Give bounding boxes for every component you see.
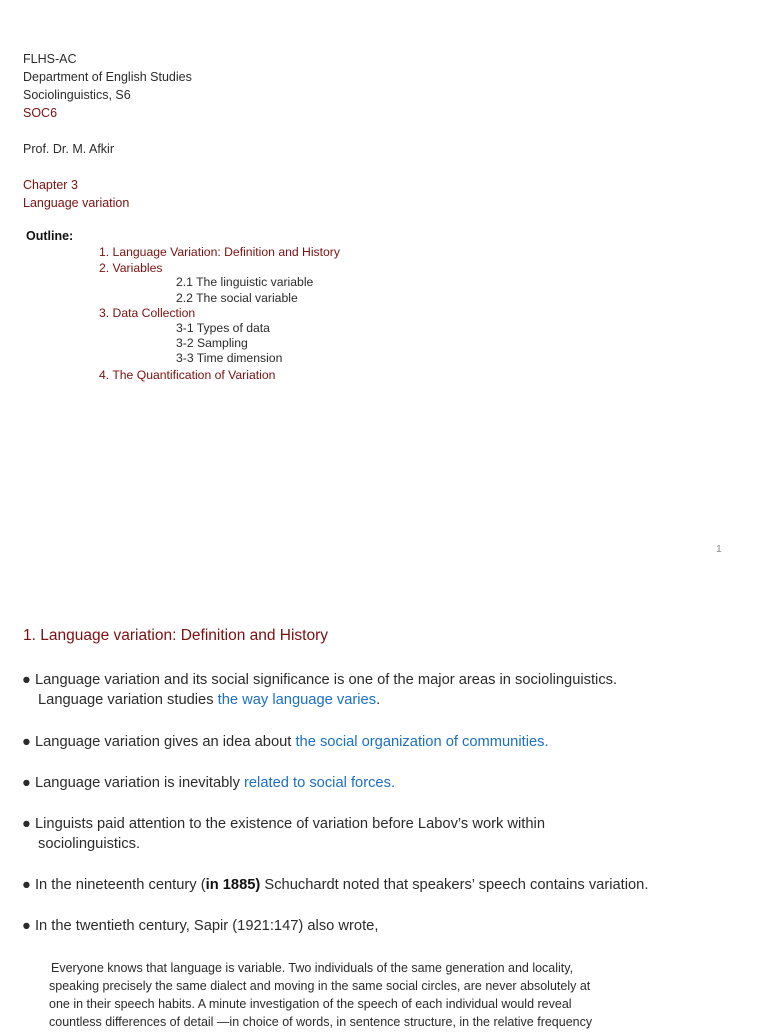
outline-item-3-1: 3-1 Types of data <box>176 321 270 335</box>
bullet-4-line-2: sociolinguistics. <box>38 836 141 852</box>
slide-page-2 <box>0 580 768 1029</box>
quote-line-3: one in their speech habits. A minute investigation of the speech of each individual would reveal <box>49 997 572 1011</box>
header-institution: FLHS-AC <box>23 52 77 66</box>
bullet-dot: ● <box>22 877 31 893</box>
bullet-5 <box>22 875 648 895</box>
chapter-number: Chapter 3 <box>23 178 78 192</box>
bullet-6-text: In the twentieth century, Sapir (1921:147) also wrote, <box>34 918 379 934</box>
bullet-1-line-1: Language variation and its social significance is one of the major areas in sociolinguistics. <box>34 672 618 688</box>
bullet-2-text: Language variation gives an idea about <box>34 734 296 750</box>
bullet-dot: ● <box>22 672 31 688</box>
highlight-social-organization: the social organization of communities. <box>295 734 549 750</box>
outline-item-2-1: 2.1 The linguistic variable <box>176 275 314 289</box>
page-number: 1 <box>716 543 722 555</box>
outline-item-2-2: 2.2 The social variable <box>176 291 298 305</box>
chapter-title: Language variation <box>23 196 130 210</box>
bullet-5-rest: Schuchardt noted that speakers’ speech contains variation. <box>260 877 649 893</box>
bullet-dot: ● <box>22 816 31 832</box>
bullet-3-text: Language variation is inevitably <box>34 775 244 791</box>
header-department: Department of English Studies <box>23 70 192 84</box>
outline-item-1: 1. Language Variation: Definition and History <box>99 245 340 259</box>
bullet-dot: ● <box>22 918 31 934</box>
bullet-1-line-2 <box>38 690 380 710</box>
quote-line-4: countless differences of detail —in choice of words, in sentence structure, in the relative frequency <box>49 1015 593 1029</box>
quote-line-2: speaking precisely the same dialect and moving in the same social circles, are never absolutely at <box>49 979 591 993</box>
outline-item-3-2: 3-2 Sampling <box>176 336 248 350</box>
outline-item-2: 2. Variables <box>99 261 163 275</box>
outline-item-3: 3. Data Collection <box>99 306 196 320</box>
bullet-3 <box>22 773 395 793</box>
bullet-5-year: in 1885) <box>205 877 261 893</box>
header-course: Sociolinguistics, S6 <box>23 88 131 102</box>
outline-item-4: 4. The Quantification of Variation <box>99 368 276 382</box>
bullet-dot: ● <box>22 775 31 791</box>
bullet-1-period: . <box>376 692 381 708</box>
bullet-1-text: Language variation studies <box>38 692 218 708</box>
bullet-1 <box>22 670 617 690</box>
professor-name: Prof. Dr. M. Afkir <box>23 142 114 156</box>
bullet-dot: ● <box>22 734 31 750</box>
course-code: SOC6 <box>23 106 58 120</box>
bullet-2 <box>22 732 549 752</box>
bullet-4-line-1: Linguists paid attention to the existence of variation before Labov’s work within <box>34 816 545 832</box>
bullet-6 <box>22 916 378 936</box>
section-title: 1. Language variation: Definition and History <box>23 627 329 644</box>
bullet-4 <box>22 814 545 834</box>
outline-item-3-3: 3-3 Time dimension <box>176 351 283 365</box>
outline-label: Outline: <box>26 229 74 243</box>
highlight-way-language-varies: the way language varies <box>217 692 377 708</box>
highlight-social-forces: related to social forces. <box>244 775 396 791</box>
quote-line-1: Everyone knows that language is variable. Two individuals of the same generation and locality, <box>51 961 574 975</box>
bullet-5-text: In the nineteenth century ( <box>34 877 206 893</box>
